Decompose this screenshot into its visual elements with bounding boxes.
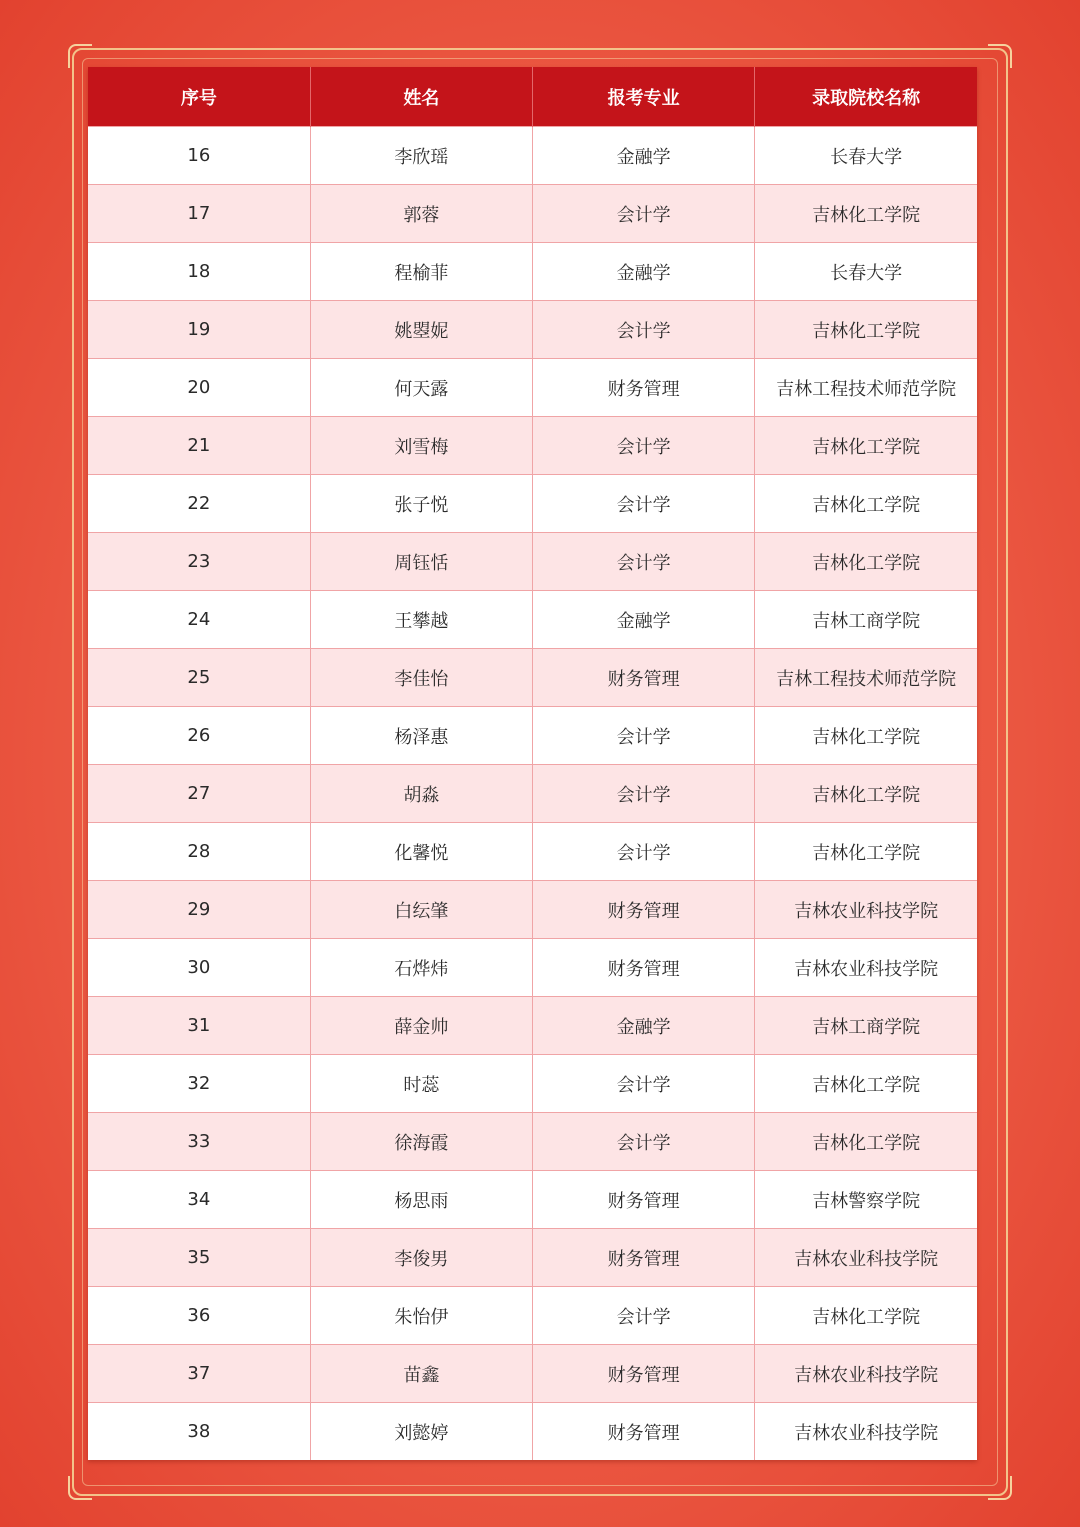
frame-corner-ornament xyxy=(68,1476,92,1500)
cell-major: 会计学 xyxy=(533,533,755,591)
header-cell-name: 姓名 xyxy=(310,67,532,127)
cell-index: 20 xyxy=(88,359,310,417)
cell-major: 会计学 xyxy=(533,1055,755,1113)
cell-major: 会计学 xyxy=(533,823,755,881)
cell-school: 吉林工商学院 xyxy=(755,997,977,1055)
table-row xyxy=(88,243,977,301)
cell-major: 金融学 xyxy=(533,127,755,185)
cell-major: 会计学 xyxy=(533,707,755,765)
cell-index: 22 xyxy=(88,475,310,533)
cell-school: 吉林化工学院 xyxy=(755,533,977,591)
cell-name: 薛金帅 xyxy=(310,997,532,1055)
cell-index: 25 xyxy=(88,649,310,707)
cell-major: 财务管理 xyxy=(533,649,755,707)
cell-school: 吉林化工学院 xyxy=(755,475,977,533)
cell-index: 30 xyxy=(88,939,310,997)
table-row xyxy=(88,301,977,359)
cell-index: 19 xyxy=(88,301,310,359)
cell-major: 金融学 xyxy=(533,591,755,649)
cell-index: 24 xyxy=(88,591,310,649)
cell-major: 财务管理 xyxy=(533,359,755,417)
table-row xyxy=(88,1287,977,1345)
table-row xyxy=(88,1403,977,1461)
cell-school: 吉林化工学院 xyxy=(755,185,977,243)
cell-name: 朱怡伊 xyxy=(310,1287,532,1345)
cell-name: 苗鑫 xyxy=(310,1345,532,1403)
cell-major: 财务管理 xyxy=(533,881,755,939)
table-row xyxy=(88,1113,977,1171)
cell-major: 会计学 xyxy=(533,765,755,823)
cell-index: 36 xyxy=(88,1287,310,1345)
table-row xyxy=(88,1229,977,1287)
cell-name: 李欣瑶 xyxy=(310,127,532,185)
cell-school: 吉林警察学院 xyxy=(755,1171,977,1229)
cell-index: 23 xyxy=(88,533,310,591)
cell-index: 35 xyxy=(88,1229,310,1287)
cell-name: 刘懿婷 xyxy=(310,1403,532,1461)
cell-name: 张子悦 xyxy=(310,475,532,533)
cell-name: 石烨炜 xyxy=(310,939,532,997)
cell-major: 金融学 xyxy=(533,243,755,301)
cell-major: 财务管理 xyxy=(533,1229,755,1287)
frame-corner-ornament xyxy=(988,44,1012,68)
cell-major: 财务管理 xyxy=(533,1403,755,1461)
cell-index: 17 xyxy=(88,185,310,243)
cell-school: 吉林农业科技学院 xyxy=(755,1229,977,1287)
cell-major: 会计学 xyxy=(533,301,755,359)
cell-name: 李俊男 xyxy=(310,1229,532,1287)
table-row xyxy=(88,707,977,765)
cell-school: 吉林化工学院 xyxy=(755,823,977,881)
cell-index: 34 xyxy=(88,1171,310,1229)
table-row xyxy=(88,765,977,823)
cell-name: 王攀越 xyxy=(310,591,532,649)
table-row xyxy=(88,185,977,243)
table-row xyxy=(88,1171,977,1229)
cell-name: 杨泽惠 xyxy=(310,707,532,765)
cell-major: 会计学 xyxy=(533,1113,755,1171)
cell-name: 徐海霞 xyxy=(310,1113,532,1171)
cell-name: 李佳怡 xyxy=(310,649,532,707)
cell-school: 吉林工商学院 xyxy=(755,591,977,649)
table-row xyxy=(88,1055,977,1113)
cell-name: 姚曌妮 xyxy=(310,301,532,359)
table-row xyxy=(88,649,977,707)
cell-name: 杨思雨 xyxy=(310,1171,532,1229)
table-row xyxy=(88,359,977,417)
cell-school: 吉林化工学院 xyxy=(755,1055,977,1113)
cell-major: 会计学 xyxy=(533,475,755,533)
cell-school: 吉林化工学院 xyxy=(755,1113,977,1171)
table-row xyxy=(88,997,977,1055)
cell-school: 吉林工程技术师范学院 xyxy=(755,359,977,417)
table-row xyxy=(88,823,977,881)
cell-major: 财务管理 xyxy=(533,1171,755,1229)
cell-school: 吉林农业科技学院 xyxy=(755,1345,977,1403)
cell-index: 18 xyxy=(88,243,310,301)
cell-index: 29 xyxy=(88,881,310,939)
cell-index: 16 xyxy=(88,127,310,185)
cell-name: 周钰恬 xyxy=(310,533,532,591)
cell-major: 会计学 xyxy=(533,417,755,475)
cell-name: 刘雪梅 xyxy=(310,417,532,475)
cell-school: 吉林化工学院 xyxy=(755,765,977,823)
cell-school: 吉林农业科技学院 xyxy=(755,881,977,939)
cell-name: 时蕊 xyxy=(310,1055,532,1113)
cell-name: 胡淼 xyxy=(310,765,532,823)
cell-name: 化馨悦 xyxy=(310,823,532,881)
cell-index: 37 xyxy=(88,1345,310,1403)
cell-major: 会计学 xyxy=(533,1287,755,1345)
table-row xyxy=(88,127,977,185)
frame-corner-ornament xyxy=(68,44,92,68)
cell-school: 吉林化工学院 xyxy=(755,707,977,765)
cell-index: 31 xyxy=(88,997,310,1055)
table-row xyxy=(88,939,977,997)
cell-school: 吉林农业科技学院 xyxy=(755,939,977,997)
cell-name: 何天露 xyxy=(310,359,532,417)
table-row xyxy=(88,881,977,939)
table-row xyxy=(88,417,977,475)
cell-school: 吉林农业科技学院 xyxy=(755,1403,977,1461)
cell-name: 郭蓉 xyxy=(310,185,532,243)
cell-name: 白纭肇 xyxy=(310,881,532,939)
cell-school: 长春大学 xyxy=(755,127,977,185)
cell-index: 21 xyxy=(88,417,310,475)
cell-major: 金融学 xyxy=(533,997,755,1055)
header-row xyxy=(88,67,977,127)
table-row xyxy=(88,533,977,591)
cell-school: 吉林化工学院 xyxy=(755,301,977,359)
cell-index: 32 xyxy=(88,1055,310,1113)
cell-index: 28 xyxy=(88,823,310,881)
cell-name: 程榆菲 xyxy=(310,243,532,301)
cell-index: 33 xyxy=(88,1113,310,1171)
cell-index: 27 xyxy=(88,765,310,823)
cell-school: 吉林工程技术师范学院 xyxy=(755,649,977,707)
admission-table-container xyxy=(88,67,977,1460)
cell-major: 财务管理 xyxy=(533,1345,755,1403)
admission-table xyxy=(88,67,977,1460)
cell-school: 吉林化工学院 xyxy=(755,1287,977,1345)
table-row xyxy=(88,591,977,649)
cell-major: 财务管理 xyxy=(533,939,755,997)
table-header xyxy=(88,67,977,127)
cell-school: 吉林化工学院 xyxy=(755,417,977,475)
table-row xyxy=(88,1345,977,1403)
table-row xyxy=(88,475,977,533)
cell-school: 长春大学 xyxy=(755,243,977,301)
table-body xyxy=(88,127,977,1461)
header-cell-major: 报考专业 xyxy=(533,67,755,127)
cell-index: 26 xyxy=(88,707,310,765)
frame-corner-ornament xyxy=(988,1476,1012,1500)
cell-major: 会计学 xyxy=(533,185,755,243)
header-cell-index: 序号 xyxy=(88,67,310,127)
header-cell-school: 录取院校名称 xyxy=(755,67,977,127)
cell-index: 38 xyxy=(88,1403,310,1461)
